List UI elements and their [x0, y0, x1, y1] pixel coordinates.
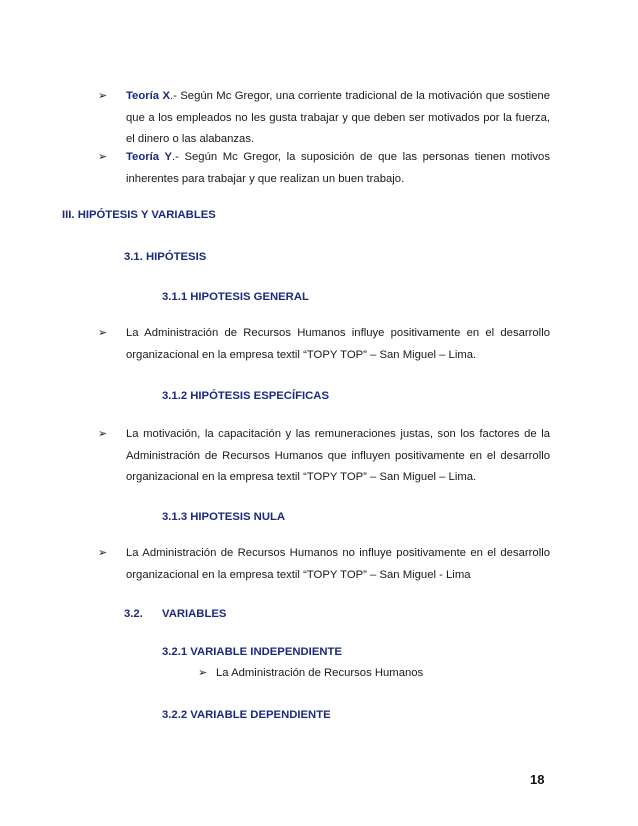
hipotesis-nula-text: La Administración de Recursos Humanos no influye positivamente en el desarrollo organizacional en la empresa textil “TOPY TOP” – San Miguel - Lima — [126, 547, 550, 581]
section-3-2-number: 3.2. — [124, 608, 143, 620]
hipotesis-especificas-text: La motivación, la capacitación y las remuneraciones justas, son los factores de la Administración de Recursos Humanos que influyen positivamente en el desarrollo organizacional en la empresa textil “TOPY TOP” – San Miguel – Lima. — [126, 428, 550, 483]
bullet-arrow-icon: ➢ — [98, 327, 108, 339]
teoria-x-paragraph — [126, 86, 550, 151]
teoria-y-paragraph — [126, 147, 550, 190]
bullet-arrow-icon: ➢ — [98, 151, 108, 163]
section-iii-heading: III. HIPÓTESIS Y VARIABLES — [62, 209, 216, 221]
bullet-arrow-icon: ➢ — [98, 90, 108, 102]
section-3-1-1-heading: 3.1.1 HIPOTESIS GENERAL — [162, 291, 309, 303]
section-3-1-2-heading: 3.1.2 HIPÓTESIS ESPECÍFICAS — [162, 390, 329, 402]
bullet-arrow-icon: ➢ — [98, 547, 108, 559]
bullet-arrow-icon: ➢ — [98, 428, 108, 440]
teoria-x-text: .- Según Mc Gregor, una corriente tradicional de la motivación que sostiene que a los empleados no les gusta trabajar y que deben ser motivados por la fuerza, el dinero o las alabanzas. — [126, 90, 550, 145]
section-3-2-1-heading: 3.2.1 VARIABLE INDEPENDIENTE — [162, 646, 342, 658]
bullet-arrow-icon: ➢ — [198, 667, 208, 679]
teoria-x-term: Teoría X — [126, 90, 170, 102]
variable-independiente-text: La Administración de Recursos Humanos — [216, 667, 424, 679]
teoria-y-text: .- Según Mc Gregor, la suposición de que las personas tienen motivos inherentes para trabajar y que realizan un buen trabajo. — [126, 151, 550, 185]
page-number: 18 — [530, 772, 545, 787]
section-3-2-heading: VARIABLES — [162, 608, 227, 620]
section-3-1-heading: 3.1. HIPÓTESIS — [124, 251, 207, 263]
section-3-2-2-heading: 3.2.2 VARIABLE DEPENDIENTE — [162, 709, 331, 721]
teoria-y-term: Teoría Y — [126, 151, 172, 163]
hipotesis-general-text: La Administración de Recursos Humanos influye positivamente en el desarrollo organizacional en la empresa textil “TOPY TOP” – San Miguel – Lima. — [126, 327, 550, 361]
section-3-1-3-heading: 3.1.3 HIPOTESIS NULA — [162, 511, 286, 523]
